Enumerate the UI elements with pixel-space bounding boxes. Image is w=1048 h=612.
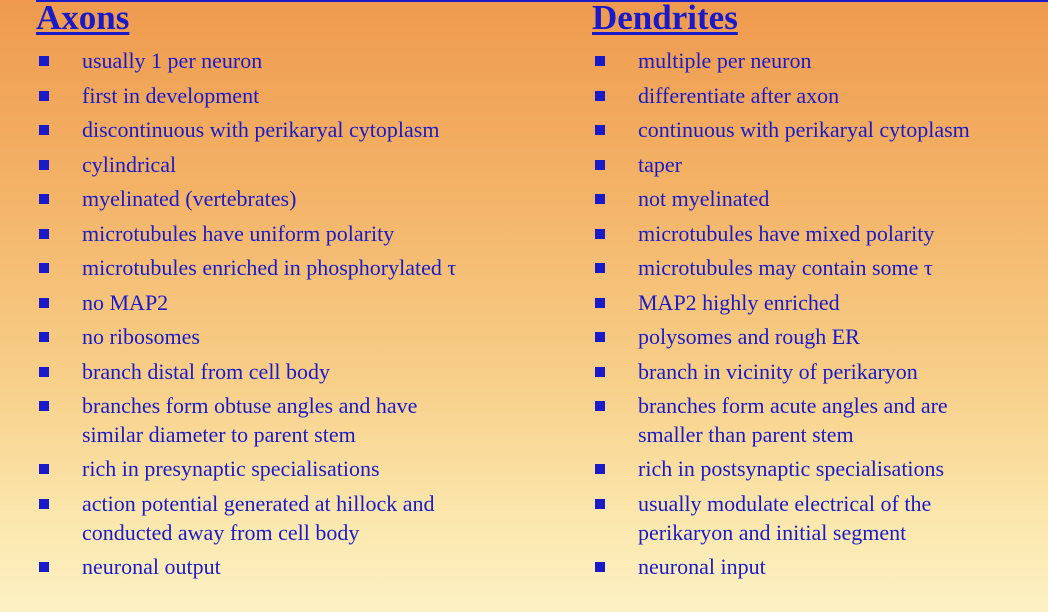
square-bullet-icon	[595, 499, 605, 509]
square-bullet-icon	[595, 229, 605, 239]
list-item: usually modulate electrical of the perikaryon and initial segment	[592, 489, 1048, 552]
square-bullet-icon	[595, 91, 605, 101]
dendrites-list	[592, 46, 1048, 586]
square-bullet-icon	[39, 263, 49, 273]
square-bullet-icon	[595, 401, 605, 411]
square-bullet-icon	[39, 91, 49, 101]
square-bullet-icon	[595, 194, 605, 204]
list-item: MAP2 highly enriched	[592, 288, 1048, 323]
list-item: not myelinated	[592, 184, 1048, 219]
square-bullet-icon	[595, 160, 605, 170]
list-item: microtubules enriched in phosphorylated τ	[36, 253, 576, 288]
list-item: neuronal input	[592, 552, 1048, 587]
list-item: rich in postsynaptic specialisations	[592, 454, 1048, 489]
square-bullet-icon	[595, 367, 605, 377]
square-bullet-icon	[39, 194, 49, 204]
list-item: usually 1 per neuron	[36, 46, 576, 81]
list-item: cylindrical	[36, 150, 576, 185]
list-item: discontinuous with perikaryal cytoplasm	[36, 115, 576, 150]
list-item: microtubules may contain some τ	[592, 253, 1048, 288]
list-item: branch in vicinity of perikaryon	[592, 357, 1048, 392]
square-bullet-icon	[39, 332, 49, 342]
square-bullet-icon	[39, 562, 49, 572]
square-bullet-icon	[595, 464, 605, 474]
dendrites-column	[592, 0, 1048, 579]
list-item: action potential generated at hillock and conducted away from cell body	[36, 489, 576, 552]
square-bullet-icon	[39, 229, 49, 239]
list-item: differentiate after axon	[592, 81, 1048, 116]
list-item: microtubules have mixed polarity	[592, 219, 1048, 254]
axons-heading: Axons	[36, 0, 130, 37]
list-item: neuronal output	[36, 552, 576, 587]
list-item: branches form acute angles and are smaller than parent stem	[592, 391, 1048, 454]
square-bullet-icon	[595, 125, 605, 135]
list-item: no MAP2	[36, 288, 576, 323]
square-bullet-icon	[39, 499, 49, 509]
square-bullet-icon	[39, 56, 49, 66]
list-item: no ribosomes	[36, 322, 576, 357]
square-bullet-icon	[595, 263, 605, 273]
list-item: microtubules have uniform polarity	[36, 219, 576, 254]
list-item: first in development	[36, 81, 576, 116]
square-bullet-icon	[595, 332, 605, 342]
square-bullet-icon	[39, 464, 49, 474]
square-bullet-icon	[39, 367, 49, 377]
list-item: myelinated (vertebrates)	[36, 184, 576, 219]
list-item: multiple per neuron	[592, 46, 1048, 81]
square-bullet-icon	[39, 125, 49, 135]
list-item: continuous with perikaryal cytoplasm	[592, 115, 1048, 150]
square-bullet-icon	[39, 401, 49, 411]
axons-column	[36, 0, 576, 579]
square-bullet-icon	[39, 160, 49, 170]
list-item: polysomes and rough ER	[592, 322, 1048, 357]
list-item: taper	[592, 150, 1048, 185]
list-item: branch distal from cell body	[36, 357, 576, 392]
list-item: rich in presynaptic specialisations	[36, 454, 576, 489]
square-bullet-icon	[595, 298, 605, 308]
dendrites-heading: Dendrites	[592, 0, 738, 37]
list-item: branches form obtuse angles and have similar diameter to parent stem	[36, 391, 576, 454]
square-bullet-icon	[595, 562, 605, 572]
square-bullet-icon	[595, 56, 605, 66]
axons-list	[36, 46, 576, 586]
square-bullet-icon	[39, 298, 49, 308]
